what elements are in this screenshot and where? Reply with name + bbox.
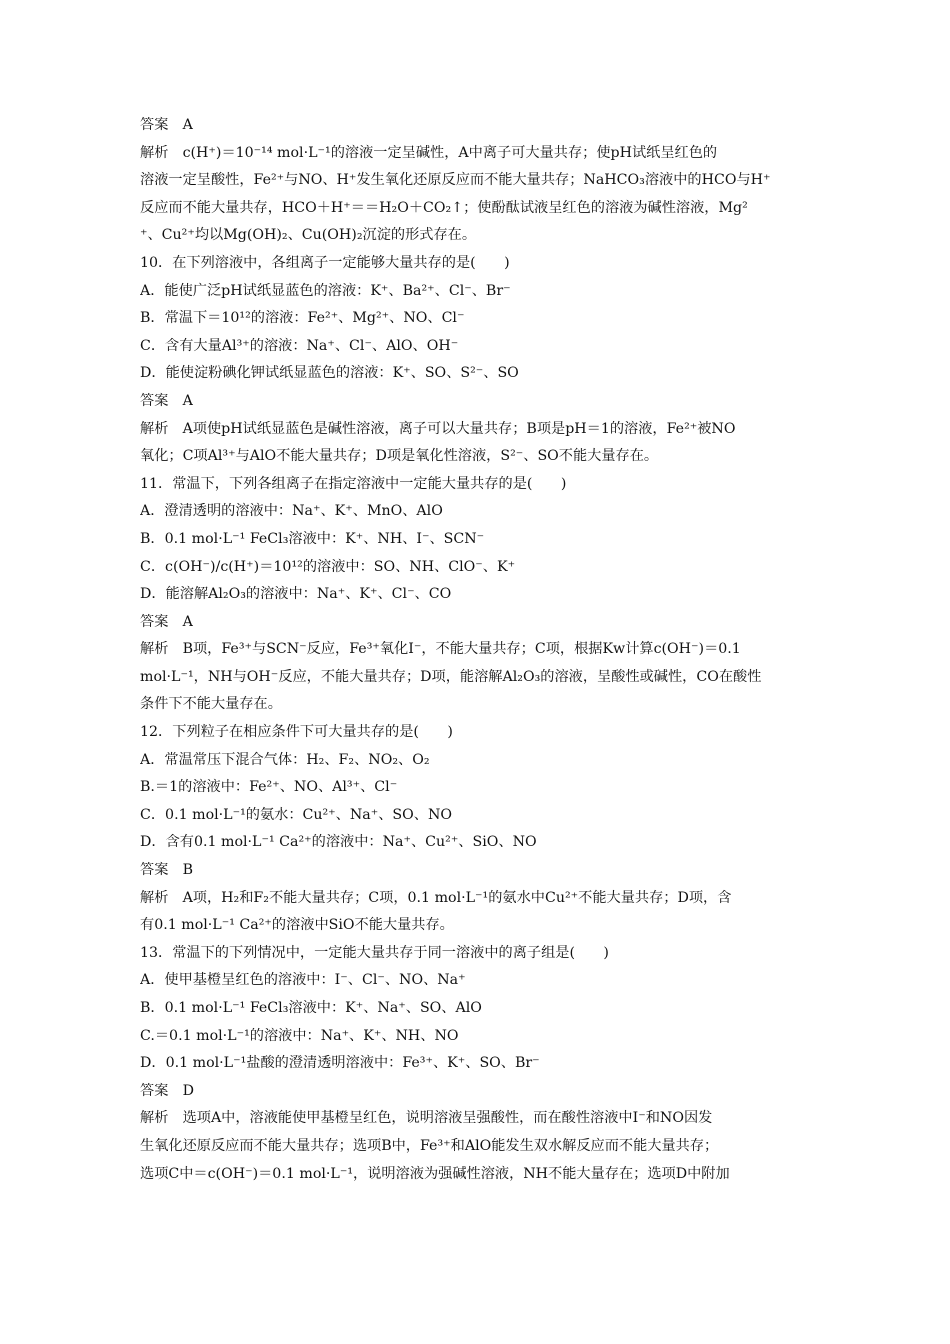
explanation-line: 选项C中＝c(OH⁻)＝0.1 mol·L⁻¹，说明溶液为强碱性溶液，NH不能大量存在；选项D中附加 bbox=[140, 1165, 730, 1182]
explanation-line: 解析 c(H⁺)＝10⁻¹⁴ mol·L⁻¹的溶液一定呈碱性，A中离子可大量共存；使pH试纸呈红色的 bbox=[140, 144, 718, 161]
explanation-line: 反应而不能大量共存，HCO＋H⁺＝＝H₂O＋CO₂↑；使酚酞试液呈红色的溶液为碱性溶液，Mg² bbox=[140, 199, 748, 216]
question-10-option-c: C．含有大量Al³⁺的溶液：Na⁺、Cl⁻、AlO、OH⁻ bbox=[140, 337, 459, 354]
question-10-option-a: A．能使广泛pH试纸显蓝色的溶液：K⁺、Ba²⁺、Cl⁻、Br⁻ bbox=[140, 282, 511, 299]
question-13-option-c: C.＝0.1 mol·L⁻¹的溶液中：Na⁺、K⁺、NH、NO bbox=[140, 1027, 459, 1044]
explanation-line: 解析 A项，H₂和F₂不能大量共存；C项，0.1 mol·L⁻¹的氨水中Cu²⁺不能大量共存；D项，含 bbox=[140, 889, 732, 906]
question-11-option-d: D．能溶解Al₂O₃的溶液中：Na⁺、K⁺、Cl⁻、CO bbox=[140, 586, 452, 603]
explanation-line: 解析 B项，Fe³⁺与SCN⁻反应，Fe³⁺氧化I⁻，不能大量共存；C项，根据Kw计算c(OH⁻)＝0.1 bbox=[140, 641, 741, 658]
question-10-option-b: B．常温下＝10¹²的溶液：Fe²⁺、Mg²⁺、NO、Cl⁻ bbox=[140, 310, 465, 327]
question-12-option-d: D．含有0.1 mol·L⁻¹ Ca²⁺的溶液中：Na⁺、Cu²⁺、SiO、NO bbox=[140, 834, 537, 851]
explanation-line: 氧化；C项Al³⁺与AlO不能大量共存；D项是氧化性溶液，S²⁻、SO不能大量存在。 bbox=[140, 448, 659, 465]
question-11-option-b: B．0.1 mol·L⁻¹ FeCl₃溶液中：K⁺、NH、I⁻、SCN⁻ bbox=[140, 530, 485, 547]
explanation-line: 解析 A项使pH试纸显蓝色是碱性溶液，离子可以大量共存；B项是pH＝1的溶液，Fe²⁺被NO bbox=[140, 420, 736, 437]
question-11-option-a: A．澄清透明的溶液中：Na⁺、K⁺、MnO、AlO bbox=[140, 503, 443, 520]
answer-line: 答案 A bbox=[140, 392, 193, 409]
question-13-option-a: A．使甲基橙呈红色的溶液中：I⁻、Cl⁻、NO、Na⁺ bbox=[140, 972, 466, 989]
explanation-line: 有0.1 mol·L⁻¹ Ca²⁺的溶液中SiO不能大量共存。 bbox=[140, 917, 454, 934]
answer-line: 答案 A bbox=[140, 613, 193, 630]
question-11-option-c: C．c(OH⁻)/c(H⁺)＝10¹²的溶液中：SO、NH、ClO⁻、K⁺ bbox=[140, 558, 516, 575]
question-10-option-d: D．能使淀粉碘化钾试纸显蓝色的溶液：K⁺、SO、S²⁻、SO bbox=[140, 365, 519, 382]
explanation-line: ⁺、Cu²⁺均以Mg(OH)₂、Cu(OH)₂沉淀的形式存在。 bbox=[140, 227, 477, 244]
explanation-line: 条件下不能大量存在。 bbox=[140, 696, 282, 713]
explanation-line: mol·L⁻¹，NH与OH⁻反应，不能大量共存；D项，能溶解Al₂O₃的溶液，呈酸性或碱性，CO在酸性 bbox=[140, 668, 762, 685]
question-12-option-b: B.＝1的溶液中：Fe²⁺、NO、Al³⁺、Cl⁻ bbox=[140, 779, 398, 796]
question-11-stem: 11．常温下，下列各组离子在指定溶液中一定能大量共存的是( ) bbox=[140, 475, 567, 492]
answer-line: 答案 B bbox=[140, 862, 193, 879]
answer-line: 答案 D bbox=[140, 1082, 194, 1099]
question-10-stem: 10．在下列溶液中，各组离子一定能够大量共存的是( ) bbox=[140, 254, 510, 271]
question-12-option-a: A．常温常压下混合气体：H₂、F₂、NO₂、O₂ bbox=[140, 751, 430, 768]
document-page bbox=[140, 112, 812, 1188]
explanation-line: 溶液一定呈酸性，Fe²⁺与NO、H⁺发生氧化还原反应而不能大量共存；NaHCO₃溶液中的HCO与H⁺ bbox=[140, 172, 771, 189]
answer-line: 答案 A bbox=[140, 117, 193, 133]
question-12-stem: 12．下列粒子在相应条件下可大量共存的是( ) bbox=[140, 724, 453, 741]
explanation-line: 生氧化还原反应而不能大量共存；选项B中，Fe³⁺和AlO能发生双水解反应而不能大量共存； bbox=[140, 1137, 719, 1154]
question-13-option-d: D．0.1 mol·L⁻¹盐酸的澄清透明溶液中：Fe³⁺、K⁺、SO、Br⁻ bbox=[140, 1055, 540, 1072]
question-12-option-c: C．0.1 mol·L⁻¹的氨水：Cu²⁺、Na⁺、SO、NO bbox=[140, 806, 452, 823]
question-13-stem: 13．常温下的下列情况中，一定能大量共存于同一溶液中的离子组是( ) bbox=[140, 944, 609, 961]
question-13-option-b: B．0.1 mol·L⁻¹ FeCl₃溶液中：K⁺、Na⁺、SO、AlO bbox=[140, 1000, 482, 1016]
explanation-line: 解析 选项A中，溶液能使甲基橙呈红色，说明溶液呈强酸性，而在酸性溶液中I⁻和NO因发 bbox=[140, 1110, 713, 1127]
